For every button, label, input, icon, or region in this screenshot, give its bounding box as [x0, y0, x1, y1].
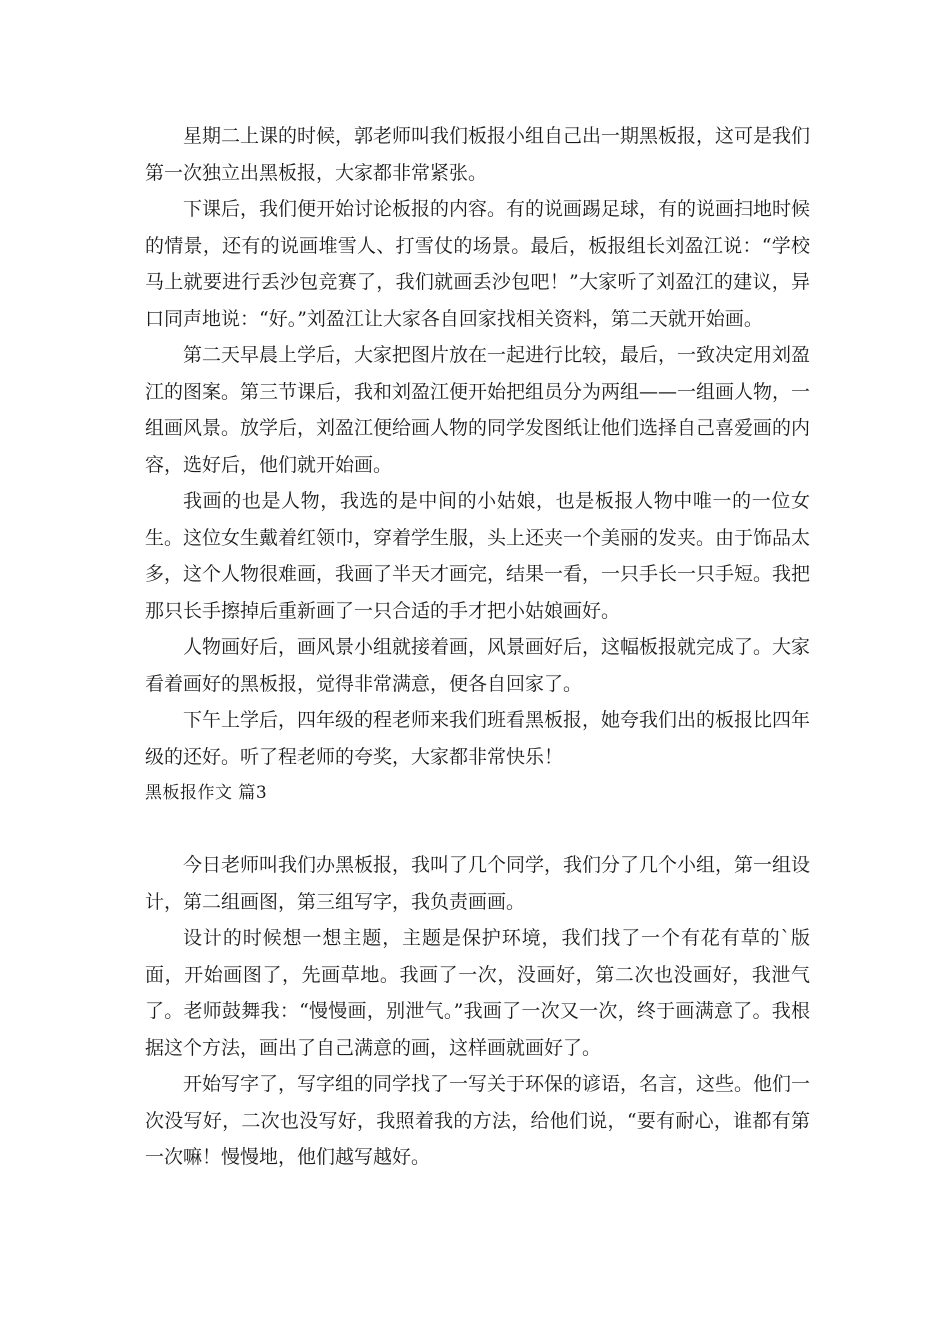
paragraph: 我画的也是人物，我选的是中间的小姑娘，也是板报人物中唯一的一位女生。这位女生戴着红领巾，穿着学生服，头上还夹一个美丽的发夹。由于饰品太多，这个人物很难画，我画了半天才画完，结果一看，一只手长一只手短。我把那只长手擦掉后重新画了一只合适的手才把小姑娘画好。: [145, 490, 811, 622]
paragraph: 人物画好后，画风景小组就接着画，风景画好后，这幅板报就完成了。大家看着画好的黑板报，觉得非常满意，便各自回家了。: [145, 636, 811, 695]
paragraph: 今日老师叫我们办黑板报，我叫了几个同学，我们分了几个小组，第一组设计，第二组画图，第三组写字，我负责画画。: [145, 854, 811, 913]
paragraph: 设计的时候想一想主题，主题是保护环境，我们找了一个有花有草的`版面，开始画图了，先画草地。我画了一次，没画好，第二次也没画好，我泄气了。老师鼓舞我：“慢慢画，别泄气。”我画了一次又一次，终于画满意了。我根据这个方法，画出了自己满意的画，这样画就画好了。: [145, 927, 810, 1059]
paragraph: 第二天早晨上学后，大家把图片放在一起进行比较，最后，一致决定用刘盈江的图案。第三节课后，我和刘盈江便开始把组员分为两组——一组画人物，一组画风景。放学后，刘盈江便给画人物的同学发图纸让他们选择自己喜爱画的内容，选好后，他们就开始画。: [145, 344, 811, 476]
section-heading: 黑板报作文 篇3: [145, 783, 268, 803]
document-page: [145, 118, 810, 1176]
paragraph: 星期二上课的时候，郭老师叫我们板报小组自己出一期黑板报，这可是我们第一次独立出黑板报，大家都非常紧张。: [145, 125, 811, 184]
paragraph: 开始写字了，写字组的同学找了一写关于环保的谚语，名言，这些。他们一次没写好，二次也没写好，我照着我的方法，给他们说，“要有耐心，谁都有第一次嘛！慢慢地，他们越写越好。: [145, 1073, 811, 1168]
paragraph: 下午上学后，四年级的程老师来我们班看黑板报，她夸我们出的板报比四年级的还好。听了程老师的夸奖，大家都非常快乐！: [145, 709, 811, 768]
spacer: [145, 811, 810, 847]
paragraph: 下课后，我们便开始讨论板报的内容。有的说画踢足球，有的说画扫地时候的情景，还有的说画堆雪人、打雪仗的场景。最后，板报组长刘盈江说：“学校马上就要进行丢沙包竞赛了，我们就画丢沙包吧！”大家听了刘盈江的建议，异口同声地说：“好。”刘盈江让大家各自回家找相关资料，第二天就开始画。: [145, 198, 811, 330]
